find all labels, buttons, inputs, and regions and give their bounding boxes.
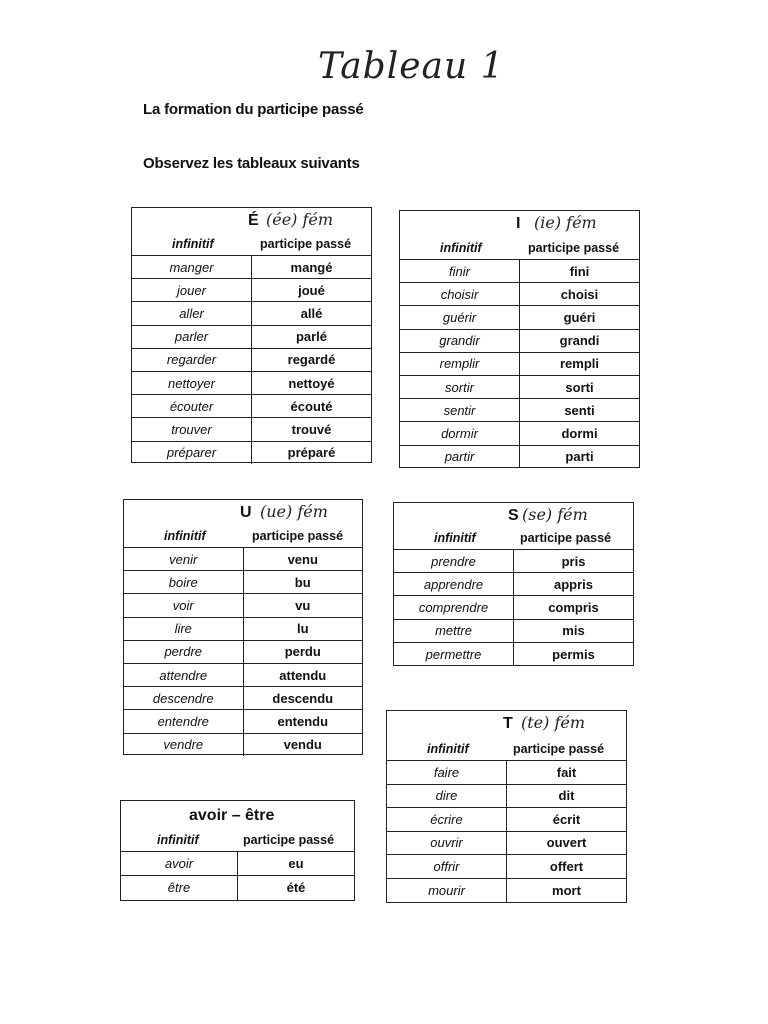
table-row <box>400 352 639 375</box>
past-participle-cell: offert <box>507 855 627 879</box>
table-row <box>132 279 371 302</box>
past-participle-cell: perdu <box>243 640 362 663</box>
table-row <box>124 617 362 640</box>
infinitive-cell: vendre <box>124 733 243 756</box>
infinitive-cell: prendre <box>394 550 514 573</box>
table-i-ending <box>399 210 640 468</box>
table-row <box>124 548 362 571</box>
table-title: avoir – être <box>189 807 275 824</box>
table-row <box>124 640 362 663</box>
ending-letter: I <box>516 215 521 232</box>
past-participle-cell: écouté <box>252 395 372 418</box>
past-participle-cell: attendu <box>243 663 362 686</box>
past-participle-cell: grandi <box>520 329 640 352</box>
column-header-participe: participe passé <box>260 237 352 251</box>
past-participle-cell: préparé <box>252 441 372 464</box>
table-row <box>132 418 371 441</box>
handwritten-note: (ue) fém <box>260 502 328 521</box>
table-row <box>124 594 362 617</box>
infinitive-cell: attendre <box>124 663 243 686</box>
infinitive-cell: entendre <box>124 710 243 733</box>
infinitive-cell: parler <box>132 325 252 348</box>
table-row <box>387 878 626 902</box>
table-row <box>121 852 354 876</box>
infinitive-cell: manger <box>132 256 252 279</box>
infinitive-cell: écrire <box>387 808 507 832</box>
infinitive-cell: apprendre <box>394 573 514 596</box>
past-participle-cell: eu <box>238 852 355 876</box>
table-row <box>394 619 633 642</box>
past-participle-cell: entendu <box>243 710 362 733</box>
past-participle-cell: guéri <box>520 306 640 329</box>
infinitive-cell: guérir <box>400 306 520 329</box>
column-header-infinitif: infinitif <box>172 237 214 251</box>
table-row <box>387 761 626 785</box>
table-row <box>132 348 371 371</box>
column-header-participe: participe passé <box>243 833 335 847</box>
table-row <box>394 642 633 665</box>
infinitive-cell: être <box>121 876 238 900</box>
table-t-ending <box>386 710 627 903</box>
infinitive-cell: faire <box>387 761 507 785</box>
past-participle-cell: rempli <box>520 352 640 375</box>
past-participle-cell: joué <box>252 279 372 302</box>
column-header-infinitif: infinitif <box>164 529 206 543</box>
handwritten-title: Tableau 1 <box>318 46 505 87</box>
column-header-participe: participe passé <box>520 531 612 545</box>
past-participle-cell: vendu <box>243 733 362 756</box>
table-row <box>124 663 362 686</box>
infinitive-cell: dormir <box>400 422 520 445</box>
handwritten-note: (ée) fém <box>266 210 334 229</box>
table-row <box>400 399 639 422</box>
table-row <box>132 302 371 325</box>
ending-letter: É <box>248 212 259 229</box>
infinitive-cell: dire <box>387 784 507 808</box>
infinitive-cell: venir <box>124 548 243 571</box>
infinitive-cell: jouer <box>132 279 252 302</box>
infinitive-cell: finir <box>400 260 520 283</box>
past-participle-cell: vu <box>243 594 362 617</box>
table-row <box>400 375 639 398</box>
column-header-participe: participe passé <box>513 742 605 756</box>
ending-letter: T <box>503 715 513 732</box>
table-row <box>132 256 371 279</box>
table-s-ending <box>393 502 634 666</box>
infinitive-cell: aller <box>132 302 252 325</box>
past-participle-cell: compris <box>514 596 634 619</box>
past-participle-cell: parti <box>520 445 640 468</box>
table-row <box>394 573 633 596</box>
infinitive-cell: boire <box>124 571 243 594</box>
past-participle-cell: écrit <box>507 808 627 832</box>
past-participle-cell: appris <box>514 573 634 596</box>
past-participle-cell: fait <box>507 761 627 785</box>
table-row <box>132 325 371 348</box>
infinitive-cell: perdre <box>124 640 243 663</box>
past-participle-cell: sorti <box>520 375 640 398</box>
infinitive-cell: permettre <box>394 642 514 665</box>
infinitive-cell: lire <box>124 617 243 640</box>
past-participle-cell: mort <box>507 878 627 902</box>
infinitive-cell: avoir <box>121 852 238 876</box>
infinitive-cell: choisir <box>400 283 520 306</box>
column-header-infinitif: infinitif <box>427 742 469 756</box>
table-row <box>132 371 371 394</box>
table-row <box>124 710 362 733</box>
column-header-infinitif: infinitif <box>434 531 476 545</box>
table-e-ending <box>131 207 372 463</box>
infinitive-cell: offrir <box>387 855 507 879</box>
past-participle-cell: pris <box>514 550 634 573</box>
table-row <box>132 441 371 464</box>
infinitive-cell: ouvrir <box>387 831 507 855</box>
table-row <box>400 422 639 445</box>
instruction-text: Observez les tableaux suivants <box>143 155 360 172</box>
column-header-participe: participe passé <box>528 241 620 255</box>
table-row <box>394 596 633 619</box>
ending-letter: S <box>508 507 519 524</box>
table-row <box>400 283 639 306</box>
infinitive-cell: voir <box>124 594 243 617</box>
past-participle-cell: venu <box>243 548 362 571</box>
past-participle-cell: dit <box>507 784 627 808</box>
table-row <box>387 855 626 879</box>
table-row <box>387 831 626 855</box>
infinitive-cell: mourir <box>387 878 507 902</box>
past-participle-cell: permis <box>514 642 634 665</box>
infinitive-cell: regarder <box>132 348 252 371</box>
table-row <box>124 687 362 710</box>
infinitive-cell: écouter <box>132 395 252 418</box>
section-heading: La formation du participe passé <box>143 101 364 118</box>
past-participle-cell: ouvert <box>507 831 627 855</box>
infinitive-cell: grandir <box>400 329 520 352</box>
ending-letter: U <box>240 504 252 521</box>
past-participle-cell: lu <box>243 617 362 640</box>
table-row <box>394 550 633 573</box>
infinitive-cell: remplir <box>400 352 520 375</box>
past-participle-cell: mangé <box>252 256 372 279</box>
table-row <box>400 445 639 468</box>
table-row <box>400 306 639 329</box>
handwritten-note: (ie) fém <box>534 213 597 232</box>
infinitive-cell: sortir <box>400 375 520 398</box>
handwritten-note: (te) fém <box>521 713 586 732</box>
table-row <box>400 260 639 283</box>
past-participle-cell: choisi <box>520 283 640 306</box>
past-participle-cell: nettoyé <box>252 371 372 394</box>
infinitive-cell: partir <box>400 445 520 468</box>
table-row <box>124 733 362 756</box>
past-participle-cell: dormi <box>520 422 640 445</box>
past-participle-cell: fini <box>520 260 640 283</box>
table-row <box>400 329 639 352</box>
table-row <box>124 571 362 594</box>
past-participle-cell: allé <box>252 302 372 325</box>
infinitive-cell: mettre <box>394 619 514 642</box>
past-participle-cell: senti <box>520 399 640 422</box>
past-participle-cell: mis <box>514 619 634 642</box>
table-row <box>387 784 626 808</box>
past-participle-cell: bu <box>243 571 362 594</box>
table-row <box>121 876 354 900</box>
handwritten-note: (se) fém <box>522 505 588 524</box>
past-participle-cell: trouvé <box>252 418 372 441</box>
past-participle-cell: été <box>238 876 355 900</box>
table-u-ending <box>123 499 363 755</box>
table-row <box>132 395 371 418</box>
infinitive-cell: trouver <box>132 418 252 441</box>
infinitive-cell: comprendre <box>394 596 514 619</box>
infinitive-cell: nettoyer <box>132 371 252 394</box>
table-row <box>387 808 626 832</box>
column-header-participe: participe passé <box>252 529 344 543</box>
past-participle-cell: parlé <box>252 325 372 348</box>
past-participle-cell: regardé <box>252 348 372 371</box>
column-header-infinitif: infinitif <box>440 241 482 255</box>
infinitive-cell: sentir <box>400 399 520 422</box>
past-participle-cell: descendu <box>243 687 362 710</box>
infinitive-cell: préparer <box>132 441 252 464</box>
table-avoir-etre <box>120 800 355 901</box>
column-header-infinitif: infinitif <box>157 833 199 847</box>
infinitive-cell: descendre <box>124 687 243 710</box>
